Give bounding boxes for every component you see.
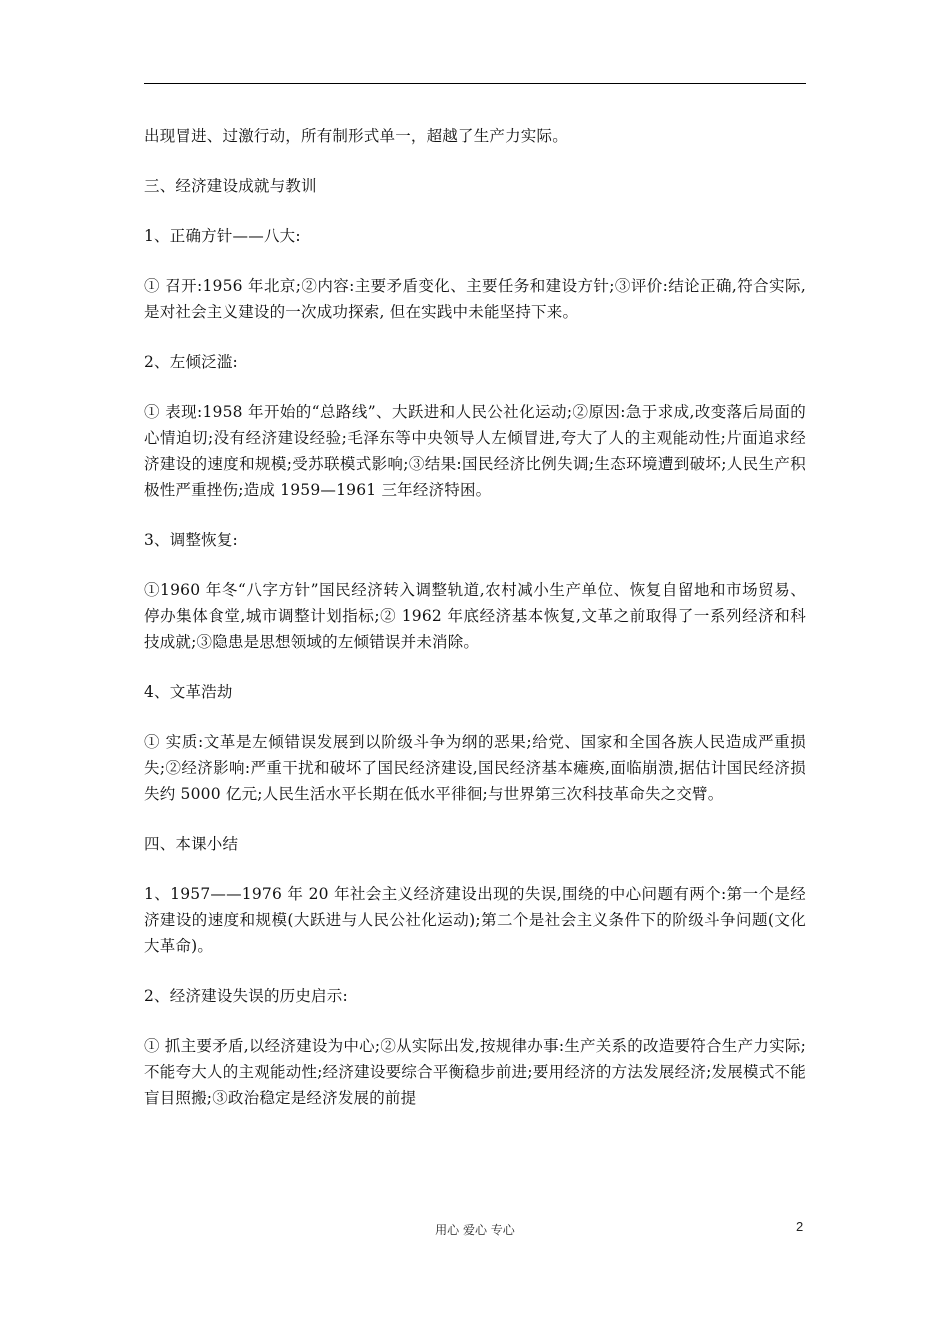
subheading-correct-policy: 1、正确方针——八大: — [144, 227, 301, 245]
paragraph-left-deviation: ① 表现:1958 年开始的“总路线”、大跃进和人民公社化运动;②原因:急于求成,改变落后局面的心情迫切;没有经济建设经验;毛泽东等中央领导人左倾冒进,夸大了人的主观能动性;片面追求经济建设的速度和规模;受苏联模式影响;③结果:国民经济比例失调;生态环境遭到破坏;人民生产积极性严重挫伤;造成 1959—1961 三年经济特困。 — [144, 403, 806, 499]
subheading-historical-lessons: 2、经济建设失误的历史启示: — [144, 987, 348, 1005]
paragraph-summary-1: 1、1957——1976 年 20 年社会主义经济建设出现的失误,围绕的中心问题有两个:第一个是经济建设的速度和规模(大跃进与人民公社化运动);第二个是社会主义条件下的阶级斗争问题(文化大革命)。 — [144, 885, 806, 955]
footer-slogan: 用心 爱心 专心 — [435, 1223, 515, 1237]
subheading-adjustment: 3、调整恢复: — [144, 531, 238, 549]
header-rule — [144, 83, 806, 84]
page-number: 2 — [796, 1219, 804, 1234]
paragraph-cultural-revolution: ① 实质:文革是左倾错误发展到以阶级斗争为纲的恶果;给党、国家和全国各族人民造成严重损失;②经济影响:严重干扰和破坏了国民经济建设,国民经济基本瘫痪,面临崩溃,据估计国民经济损失约 5000 亿元;人民生活水平长期在低水平徘徊;与世界第三次科技革命失之交臂。 — [144, 733, 806, 803]
document-body — [144, 123, 806, 1135]
section-heading-summary: 四、本课小结 — [144, 835, 239, 853]
paragraph-historical-lessons: ① 抓主要矛盾,以经济建设为中心;②从实际出发,按规律办事:生产关系的改造要符合生产力实际;不能夸大人的主观能动性;经济建设要综合平衡稳步前进;要用经济的方法发展经济;发展模式不能盲目照搬;③政治稳定是经济发展的前提 — [144, 1037, 806, 1107]
paragraph-eighth-congress: ① 召开:1956 年北京;②内容:主要矛盾变化、主要任务和建设方针;③评价:结论正确,符合实际, 是对社会主义建设的一次成功探索, 但在实践中未能坚持下来。 — [144, 277, 806, 321]
subheading-left-deviation: 2、左倾泛滥: — [144, 353, 238, 371]
section-heading-achievements-lessons: 三、经济建设成就与教训 — [144, 177, 317, 195]
paragraph-continuation: 出现冒进、过激行动，所有制形式单一，超越了生产力实际。 — [144, 127, 568, 145]
subheading-cultural-revolution: 4、文革浩劫 — [144, 683, 233, 701]
paragraph-adjustment: ①1960 年冬“八字方针”国民经济转入调整轨道,农村减小生产单位、恢复自留地和市场贸易、停办集体食堂,城市调整计划指标;② 1962 年底经济基本恢复,文革之前取得了一系列经济和科技成就;③隐患是思想领域的左倾错误并未消除。 — [144, 581, 806, 651]
